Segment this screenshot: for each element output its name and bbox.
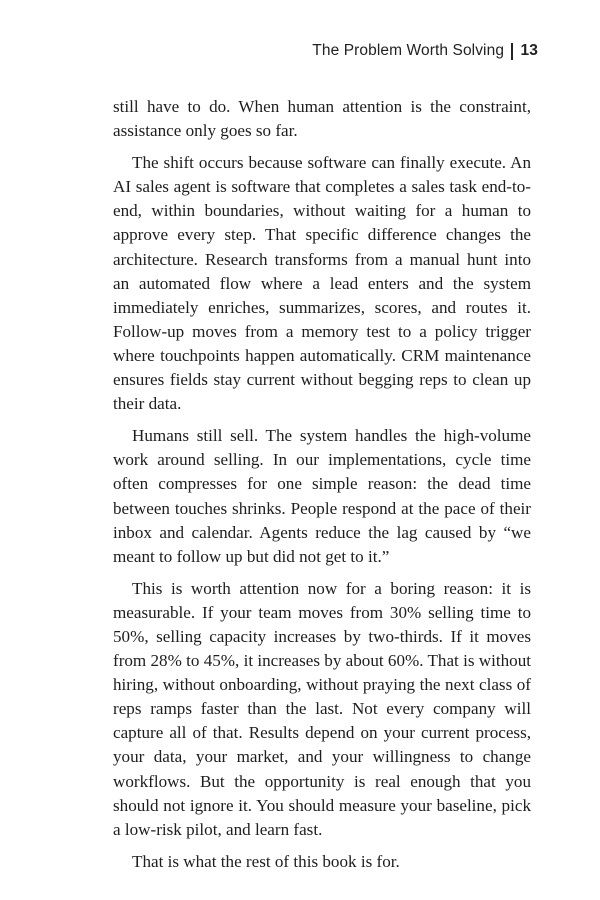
paragraph-closing: That is what the rest of this book is for. (132, 851, 400, 871)
body-text (113, 95, 531, 882)
page-number: 13 (520, 42, 538, 59)
header-divider (511, 43, 513, 60)
chapter-title: The Problem Worth Solving (312, 42, 505, 59)
paragraph-humans-still-sell: Humans still sell. The system handles the high-volume work around selling. In our implementations, cycle time often compresses for one simple reason: the dead time between touches shrinks. People respond at the pace of their inbox and calendar. Agents reduce the lag caused by “we meant to follow up but did not get to it.” (113, 426, 531, 566)
paragraph-measurable: This is worth attention now for a boring reason: it is measurable. If your team moves from 30% selling time to 50%, selling capacity increases by two-thirds. If it moves from 28% to 45%, it increases by about 60%. That is without hiring, without onboarding, without praying the next class of reps ramps faster than the last. Not every company will capture all of that. Results depend on your current process, your data, your market, and your willingness to change workflows. But the opportunity is real enough that you should not ignore it. You should measure your baseline, pick a low-risk pilot, and learn fast. (113, 578, 531, 839)
paragraph-software-execute: The shift occurs because software can finally execute. An AI sales agent is software that completes a sales task end-to-end, within boundaries, without waiting for a human to approve every step. That specific difference changes the architecture. Research transforms from a manual hunt into an automated flow where a lead enters and the system immediately enriches, summarizes, scores, and routes it. Follow-up moves from a memory test to a policy trigger where touchpoints happen automatically. CRM maintenance ensures fields stay current without begging reps to clean up their data. (113, 153, 531, 414)
running-head (312, 42, 538, 60)
paragraph-continuation: still have to do. When human attention is the constraint, assistance only goes so far. (113, 97, 531, 141)
